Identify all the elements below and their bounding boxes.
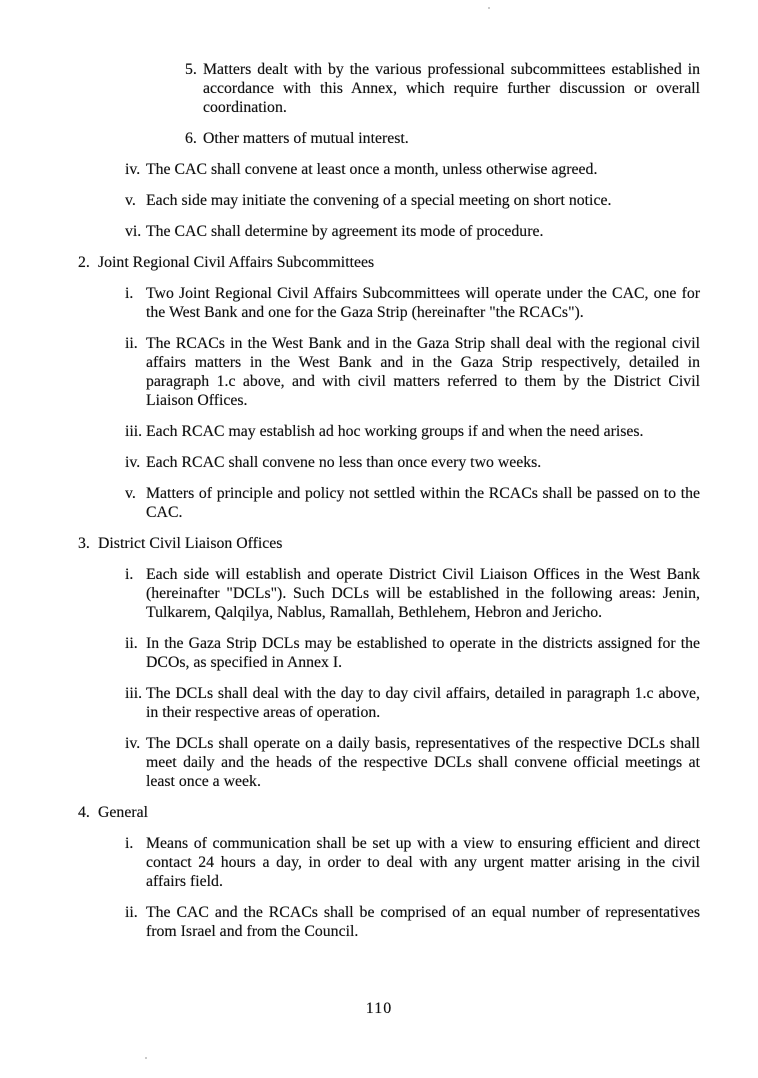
section-heading bbox=[78, 534, 700, 553]
list-item bbox=[125, 634, 700, 672]
paragraph-text: Each RCAC may establish ad hoc working groups if and when the need arises. bbox=[146, 423, 644, 440]
section-heading bbox=[78, 253, 700, 272]
paragraph-text: The DCLs shall deal with the day to day civil affairs, detailed in paragraph 1.c above, in their respective areas of operation. bbox=[146, 685, 700, 721]
paragraph-text: The RCACs in the West Bank and in the Gaza Strip shall deal with the regional civil affairs matters in the West Bank and in the Gaza Strip respectively, detailed in paragraph 1.c above, and with civil matters referred to them by the District Civil Liaison Offices. bbox=[146, 335, 700, 409]
list-item bbox=[185, 129, 700, 148]
list-marker: iv. bbox=[125, 735, 141, 752]
list-marker: 5. bbox=[185, 61, 197, 78]
list-item bbox=[125, 284, 700, 322]
list-marker: ii. bbox=[125, 635, 138, 652]
paragraph-text: The CAC shall convene at least once a month, unless otherwise agreed. bbox=[146, 161, 598, 178]
list-item bbox=[125, 903, 700, 941]
section-heading bbox=[78, 803, 700, 822]
list-item bbox=[125, 334, 700, 410]
list-item bbox=[125, 453, 700, 472]
list-marker: v. bbox=[125, 485, 136, 502]
list-marker: iii. bbox=[125, 423, 143, 440]
paragraph-text: The CAC and the RCACs shall be comprised of an equal number of representatives from Israel and from the Council. bbox=[146, 904, 700, 940]
list-marker: iv. bbox=[125, 161, 141, 178]
page-number: 110 bbox=[365, 1000, 393, 1017]
paragraph-text: Joint Regional Civil Affairs Subcommittees bbox=[98, 254, 375, 271]
list-marker: i. bbox=[125, 835, 134, 852]
list-marker: iv. bbox=[125, 454, 141, 471]
list-marker: vi. bbox=[125, 223, 142, 240]
paragraph-text: Other matters of mutual interest. bbox=[203, 130, 409, 147]
scan-speck-icon bbox=[488, 7, 490, 9]
list-item bbox=[185, 60, 700, 117]
list-marker: 4. bbox=[78, 804, 90, 821]
scan-speck-icon bbox=[145, 1057, 147, 1059]
list-item bbox=[125, 834, 700, 891]
paragraph-text: Two Joint Regional Civil Affairs Subcommittees will operate under the CAC, one for the West Bank and one for the Gaza Strip (hereinafter "the RCACs"). bbox=[146, 285, 700, 321]
list-item bbox=[125, 222, 700, 241]
paragraph-text: In the Gaza Strip DCLs may be established to operate in the districts assigned for the DCOs, as specified in Annex I. bbox=[146, 635, 700, 671]
list-marker: 6. bbox=[185, 130, 197, 147]
list-marker: ii. bbox=[125, 904, 138, 921]
paragraph-text: General bbox=[98, 804, 148, 821]
list-item bbox=[125, 565, 700, 622]
document-body bbox=[78, 60, 700, 953]
paragraph-text: Each side may initiate the convening of a special meeting on short notice. bbox=[146, 192, 612, 209]
paragraph-text: Means of communication shall be set up with a view to ensuring efficient and direct contact 24 hours a day, in order to deal with any urgent matter arising in the civil affairs field. bbox=[146, 835, 700, 890]
list-marker: i. bbox=[125, 566, 134, 583]
list-item bbox=[125, 734, 700, 791]
list-item bbox=[125, 160, 700, 179]
list-item bbox=[125, 684, 700, 722]
list-marker: ii. bbox=[125, 335, 138, 352]
paragraph-text: Each RCAC shall convene no less than once every two weeks. bbox=[146, 454, 542, 471]
paragraph-text: Each side will establish and operate District Civil Liaison Offices in the West Bank (hereinafter "DCLs"). Such DCLs will be established in the following areas: Jenin, Tulkarem, Qalqilya, Nablus, Ramallah, Bethlehem, Hebron and Jericho. bbox=[146, 566, 700, 621]
list-marker: 3. bbox=[78, 535, 90, 552]
paragraph-text: Matters of principle and policy not settled within the RCACs shall be passed on to the CAC. bbox=[146, 485, 700, 521]
paragraph-text: The CAC shall determine by agreement its mode of procedure. bbox=[146, 223, 544, 240]
list-marker: v. bbox=[125, 192, 136, 209]
list-marker: 2. bbox=[78, 254, 90, 271]
list-item bbox=[125, 422, 700, 441]
list-item bbox=[125, 484, 700, 522]
paragraph-text: The DCLs shall operate on a daily basis, representatives of the respective DCLs shall meet daily and the heads of the respective DCLs shall convene official meetings at least once a week. bbox=[146, 735, 700, 790]
list-item bbox=[125, 191, 700, 210]
paragraph-text: District Civil Liaison Offices bbox=[98, 535, 283, 552]
list-marker: i. bbox=[125, 285, 134, 302]
paragraph-text: Matters dealt with by the various professional subcommittees established in accordance with this Annex, which require further discussion or overall coordination. bbox=[203, 61, 700, 116]
list-marker: iii. bbox=[125, 685, 143, 702]
page-footer bbox=[0, 1000, 758, 1018]
